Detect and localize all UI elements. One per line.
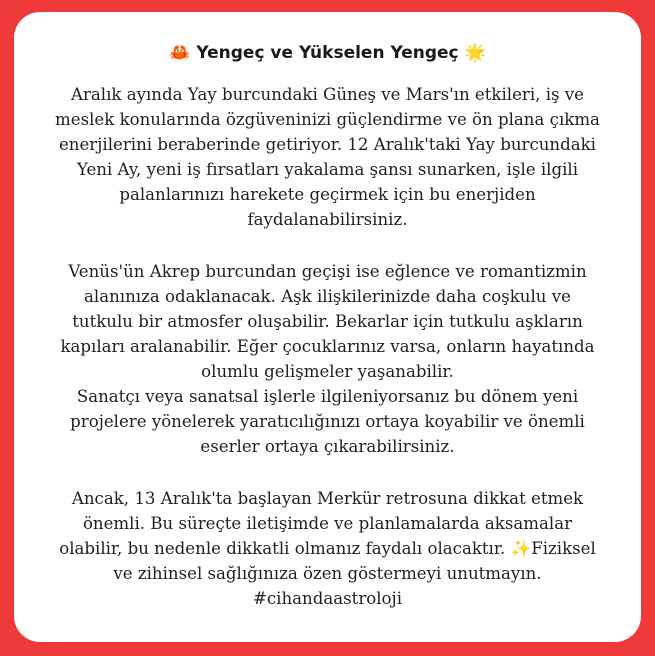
body-line: önemli. Bu süreçte iletişimde ve planlamalarda aksamalar: [82, 514, 573, 533]
hashtag: #cihandaastroloji: [252, 589, 403, 608]
body-line: projelere yönelerek yaratıcılığınızı ortaya koyabilir ve önemli: [70, 412, 585, 431]
body-line: faydalanabilirsiniz.: [247, 210, 408, 229]
body-line: ve zihinsel sağlığınıza özen göstermeyi unutmayın.: [113, 564, 542, 583]
body-line: enerjilerini beraberinde getiriyor. 12 Aralık'taki Yay burcundaki: [58, 135, 596, 154]
body-line: Sanatçı veya sanatsal işlerle ilgileniyorsanız bu dönem yeni: [76, 387, 579, 406]
body-line: meslek konularında özgüveninizi güçlendirme ve ön plana çıkma: [55, 110, 600, 129]
body-line: tutkulu bir atmosfer oluşabilir. Bekarlar için tutkulu aşkların: [72, 312, 583, 331]
body-line: Venüs'ün Akrep burcundan geçişi ise eğlence ve romantizmin: [68, 262, 587, 281]
body-line: Yeni Ay, yeni iş fırsatları yakalama şansı sunarken, işle ilgili: [76, 160, 579, 179]
sun-icon: 🌟: [464, 43, 486, 63]
body-line: kapıları aralanabilir. Eğer çocuklarınız varsa, onların hayatında: [60, 337, 595, 356]
body-line: alanınıza odaklanacak. Aşk ilişkilerinizde daha coşkulu ve: [84, 287, 571, 306]
post-title: Yengeç ve Yükselen Yengeç: [196, 43, 459, 63]
body-line-text: olabilir, bu nedenle dikkatli olmanız faydalı olacaktır.: [59, 539, 511, 558]
body-line: eserler ortaya çıkarabilirsiniz.: [200, 437, 455, 456]
sparkles-icon: ✨: [510, 539, 532, 558]
body-line-text: Fiziksel: [531, 539, 596, 558]
body-line: Ancak, 13 Aralık'ta başlayan Merkür retrosuna dikkat etmek: [71, 489, 584, 508]
post-title-row: [14, 41, 641, 65]
post-card: [14, 12, 641, 642]
body-line: Aralık ayında Yay burcundaki Güneş ve Mars'ın etkileri, iş ve: [70, 85, 584, 104]
body-line: palanlarınızı harekete geçirmek için bu enerjiden: [119, 185, 536, 204]
body-line-with-sparkle: [14, 536, 641, 561]
crab-icon: 🦀: [169, 43, 191, 63]
body-line: olumlu gelişmeler yaşanabilir.: [201, 362, 454, 381]
